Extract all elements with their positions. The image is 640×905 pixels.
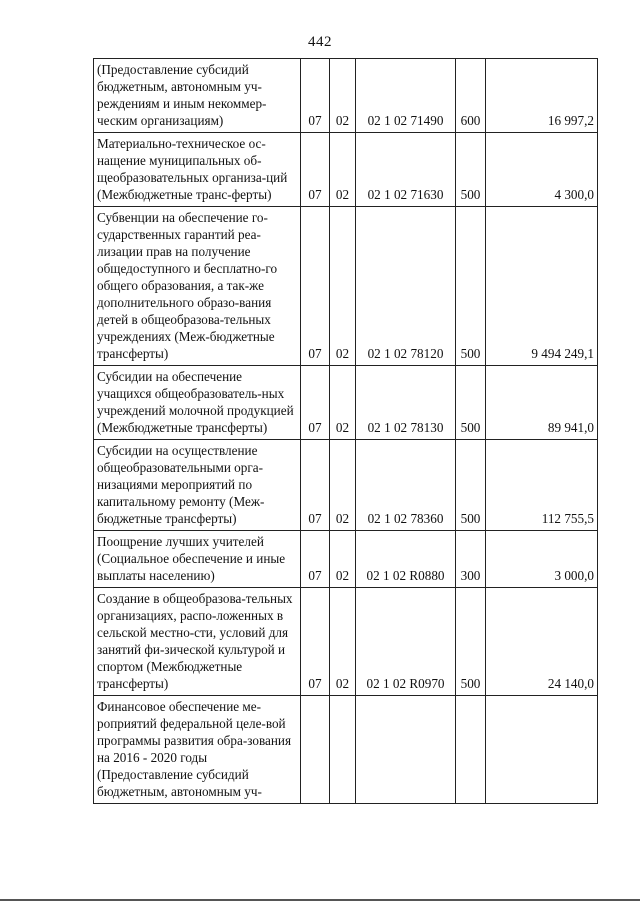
row-description: Создание в общеобразова-тельных организациях, распо-ложенных в сельской местно-сти, условий для занятий фи-зической культурой и спортом (Межбюджетные трансферты) (94, 588, 301, 696)
target-article-code: 02 1 02 R0970 (356, 588, 456, 696)
subsection-code: 02 (330, 207, 356, 366)
amount: 9 494 249,1 (486, 207, 598, 366)
table-row (94, 59, 598, 133)
subsection-code: 02 (330, 366, 356, 440)
expense-type-code: 500 (456, 588, 486, 696)
section-code: 07 (301, 207, 330, 366)
table-row (94, 366, 598, 440)
subsection-code: 02 (330, 531, 356, 588)
section-code: 07 (301, 531, 330, 588)
expense-type-code: 600 (456, 59, 486, 133)
section-code: 07 (301, 59, 330, 133)
target-article-code: 02 1 02 R0880 (356, 531, 456, 588)
section-code: 07 (301, 366, 330, 440)
expense-type-code (456, 696, 486, 804)
table-row (94, 440, 598, 531)
amount: 16 997,2 (486, 59, 598, 133)
row-description: Субвенции на обеспечение го-сударственных гарантий реа-лизации прав на получение общедоступного и бесплатно-го общего образования, а так-же дополнительного образо-вания детей в общеобразова-тельных учреждениях (Меж-бюджетные трансферты) (94, 207, 301, 366)
amount: 89 941,0 (486, 366, 598, 440)
subsection-code: 02 (330, 440, 356, 531)
scan-edge-line (0, 899, 640, 901)
target-article-code: 02 1 02 71490 (356, 59, 456, 133)
amount: 4 300,0 (486, 133, 598, 207)
budget-table (93, 58, 598, 804)
row-description: Субсидии на осуществление общеобразовательными орга-низациями мероприятий по капитальному ремонту (Меж-бюджетные трансферты) (94, 440, 301, 531)
expense-type-code: 500 (456, 207, 486, 366)
section-code: 07 (301, 588, 330, 696)
target-article-code (356, 696, 456, 804)
subsection-code (330, 696, 356, 804)
page-number: 442 (308, 34, 332, 50)
table-row (94, 588, 598, 696)
target-article-code: 02 1 02 78130 (356, 366, 456, 440)
row-description: Поощрение лучших учителей (Социальное обеспечение и иные выплаты населению) (94, 531, 301, 588)
table-row (94, 531, 598, 588)
subsection-code: 02 (330, 133, 356, 207)
table-row (94, 207, 598, 366)
amount (486, 696, 598, 804)
table-row (94, 696, 598, 804)
subsection-code: 02 (330, 59, 356, 133)
row-description: Финансовое обеспечение ме-роприятий федеральной целе-вой программы развития обра-зования на 2016 - 2020 годы (Предоставление субсидий бюджетным, автономным уч- (94, 696, 301, 804)
section-code (301, 696, 330, 804)
section-code: 07 (301, 133, 330, 207)
expense-type-code: 500 (456, 133, 486, 207)
amount: 112 755,5 (486, 440, 598, 531)
row-description: Субсидии на обеспечение учащихся общеобразователь-ных учреждений молочной продукцией (Межбюджетные трансферты) (94, 366, 301, 440)
row-description: Материально-техническое ос-нащение муниципальных об-щеобразовательных организа-ций (Межбюджетные транс-ферты) (94, 133, 301, 207)
expense-type-code: 500 (456, 440, 486, 531)
target-article-code: 02 1 02 78360 (356, 440, 456, 531)
section-code: 07 (301, 440, 330, 531)
amount: 3 000,0 (486, 531, 598, 588)
table-row (94, 133, 598, 207)
amount: 24 140,0 (486, 588, 598, 696)
expense-type-code: 300 (456, 531, 486, 588)
target-article-code: 02 1 02 78120 (356, 207, 456, 366)
subsection-code: 02 (330, 588, 356, 696)
expense-type-code: 500 (456, 366, 486, 440)
row-description: (Предоставление субсидий бюджетным, автономным уч-реждениям и иным некоммер-ческим организациям) (94, 59, 301, 133)
target-article-code: 02 1 02 71630 (356, 133, 456, 207)
